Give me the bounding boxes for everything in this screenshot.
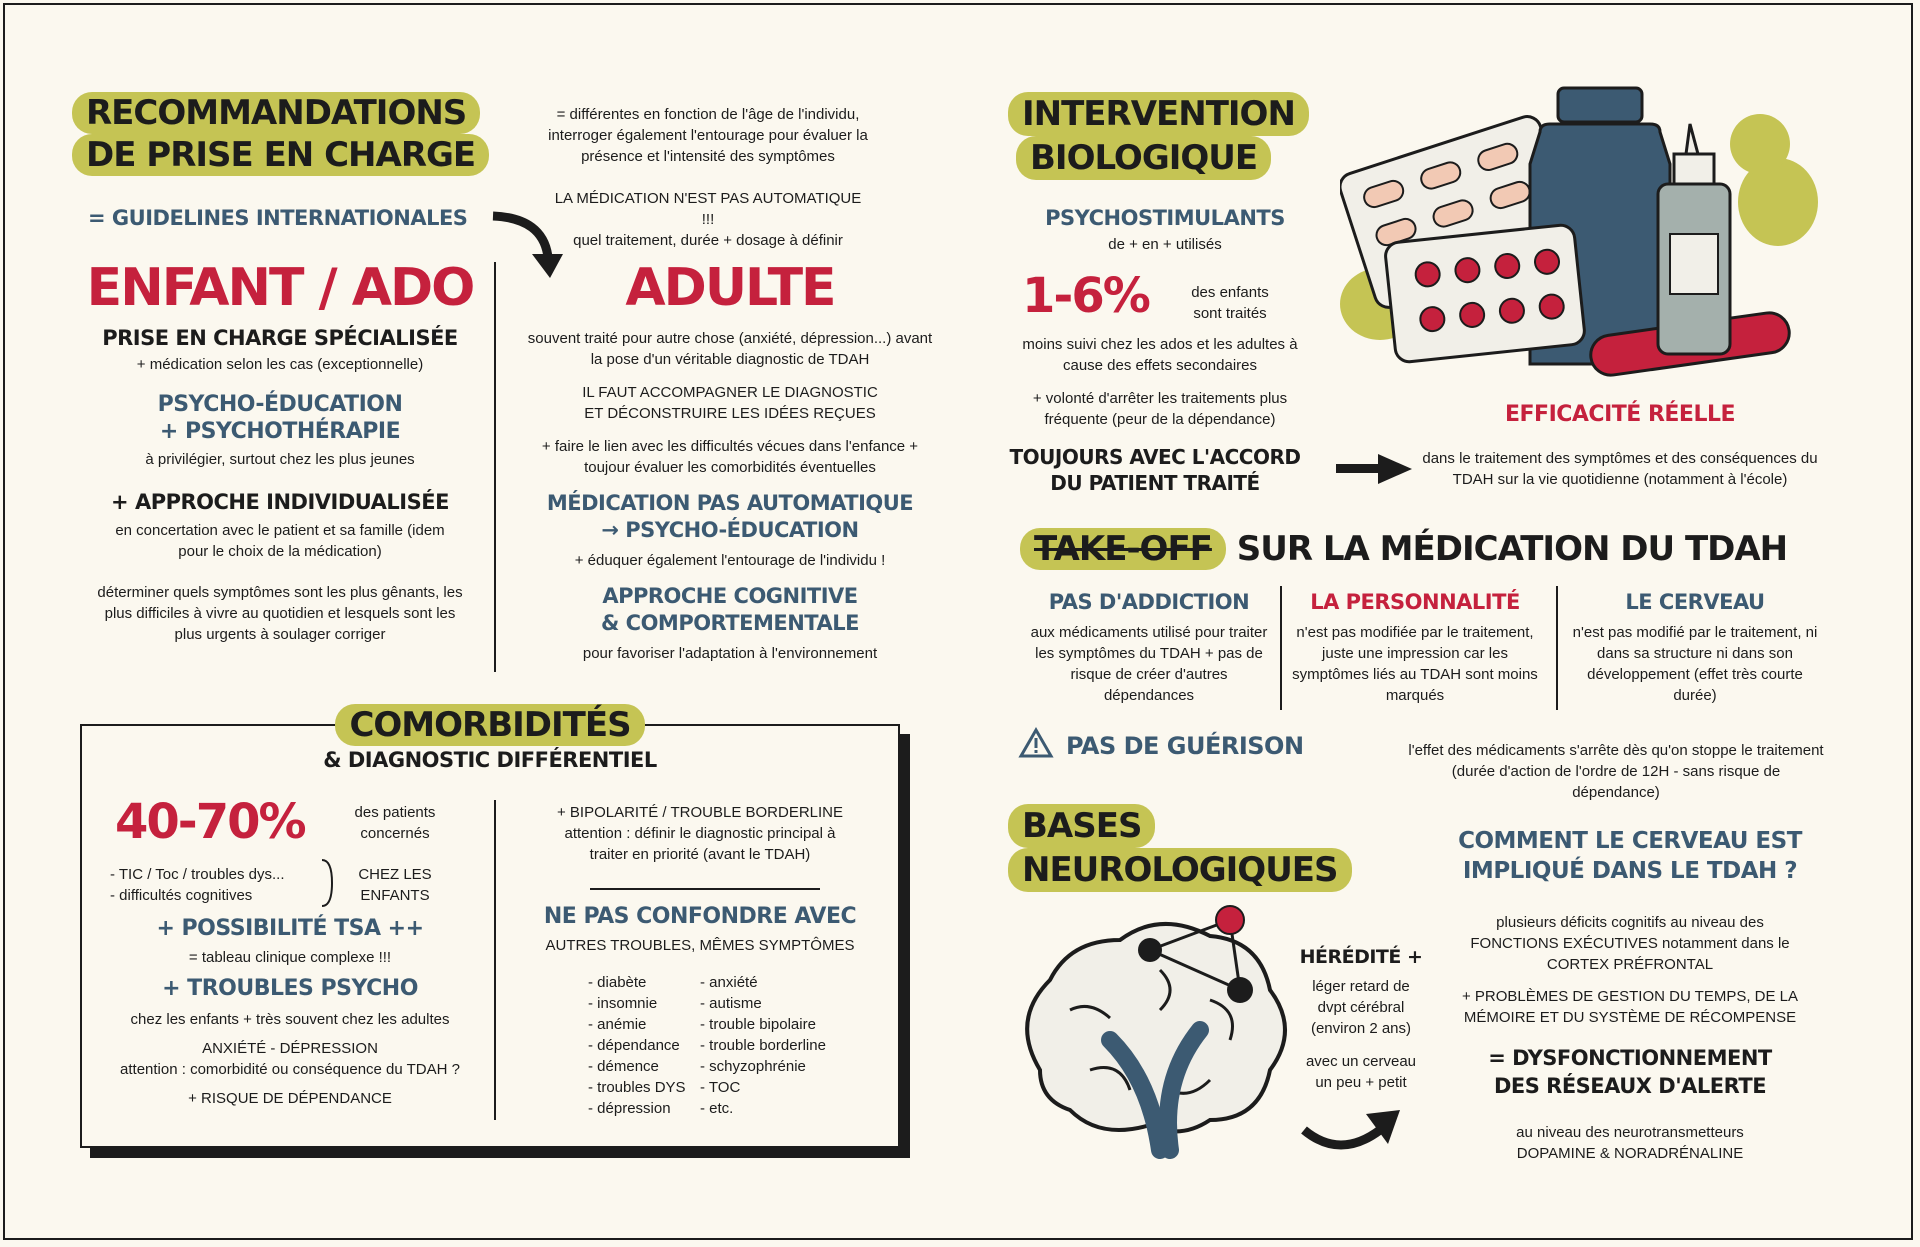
- list-item: - troubles DYS: [588, 1077, 698, 1098]
- reco-title: [72, 92, 489, 176]
- takeoff-col3: [1570, 590, 1820, 706]
- bio-pct: 1-6%: [1022, 268, 1149, 324]
- list-item: - schyzophrénie: [700, 1056, 860, 1077]
- comorb-pct-note: des patients concernés: [354, 804, 436, 842]
- list-item: - insomnie: [588, 993, 698, 1014]
- bio-efficacite: EFFICACITÉ RÉELLE: [1504, 402, 1736, 427]
- reco-note-medication: [548, 188, 868, 251]
- green-blob-top: [1730, 114, 1790, 174]
- takeoff-title-b: SUR LA MÉDICATION DU TDAH: [1236, 529, 1788, 569]
- reco-note-medication-text: quel traitement, durée + dosage à définir: [573, 232, 843, 249]
- bio-accord-line1: TOUJOURS AVEC L'ACCORD: [1009, 445, 1301, 469]
- list-item: - trouble borderline: [700, 1035, 860, 1056]
- comorb-list1-b: - difficultés cognitives: [110, 887, 253, 904]
- list-item: - TOC: [700, 1077, 860, 1098]
- list-item: - anxiété: [700, 972, 860, 993]
- arrow-right-icon: [1334, 452, 1414, 486]
- list-item: - autisme: [700, 993, 860, 1014]
- adulte-h2-line1: APPROCHE COGNITIVE: [602, 584, 858, 608]
- comorb-kids: CHEZ LES ENFANTS: [358, 866, 432, 904]
- confondre-list-b: [700, 972, 860, 1119]
- heredite-title: HÉRÉDITÉ +: [1299, 946, 1423, 968]
- neuro-title-line2: NEUROLOGIQUES: [1008, 848, 1352, 892]
- medication-illustration: [1340, 84, 1820, 384]
- comorb-r1: + BIPOLARITÉ / TROUBLE BORDERLINE: [556, 804, 844, 821]
- enfant-t1: + médication selon les cas (exceptionnelle): [136, 356, 424, 373]
- reco-note-age: = différentes en fonction de l'âge de l'individu, interroger également l'entourage pour évaluer la présence et l'intensité des symptômes: [548, 106, 868, 165]
- adulte-h1: [510, 490, 950, 544]
- confondre-subtitle: AUTRES TROUBLES, MÊMES SYMPTÔMES: [545, 937, 855, 954]
- takeoff-divider-1: [1280, 586, 1282, 710]
- bio-accord: [990, 444, 1320, 496]
- comorb-h1: + POSSIBILITÉ TSA ++: [156, 916, 424, 941]
- comorb-title: COMORBIDITÉS: [335, 704, 644, 746]
- adulte-h1-line1: MÉDICATION PAS AUTOMATIQUE: [546, 491, 914, 515]
- reco-title-line1: RECOMMANDATIONS: [72, 92, 480, 134]
- adulte-t5: pour favoriser l'adaptation à l'environnement: [582, 645, 878, 662]
- comorb-left-lower: [100, 916, 480, 1109]
- bio-title: [1008, 92, 1309, 180]
- bio-accord-line2: DU PATIENT TRAITÉ: [1050, 471, 1260, 495]
- takeoff-col2: [1290, 590, 1540, 706]
- neuro-dysfonction-line2: DES RÉSEAUX D'ALERTE: [1493, 1074, 1767, 1098]
- enfant-t3: en concertation avec le patient et sa famille (idem pour le choix de la médication): [115, 522, 445, 560]
- enfant-t2: à privilégier, surtout chez les plus jeunes: [145, 451, 415, 468]
- neuro-title-line1: BASES: [1008, 804, 1155, 848]
- comorb-t2: chez les enfants + très souvent chez les adultes: [130, 1011, 450, 1028]
- takeoff-c3-title: LE CERVEAU: [1625, 590, 1765, 614]
- list-item: - trouble bipolaire: [700, 1014, 860, 1035]
- guidelines-label: = GUIDELINES INTERNATIONALES: [88, 206, 468, 230]
- adulte-h2-line2: & COMPORTEMENTALE: [601, 611, 859, 635]
- enfant-title: ENFANT / ADO: [86, 258, 474, 318]
- adulte-t2: IL FAUT ACCOMPAGNER LE DIAGNOSTIC ET DÉCONSTRUIRE LES IDÉES REÇUES: [582, 384, 878, 422]
- takeoff-c1-title: PAS D'ADDICTION: [1048, 590, 1250, 614]
- neuro-dysfonction-line1: = DYSFONCTIONNEMENT: [1488, 1046, 1772, 1070]
- list-item: - dépression: [588, 1098, 698, 1119]
- comorb-t5: + RISQUE DE DÉPENDANCE: [188, 1090, 392, 1107]
- list-item: - dépendance: [588, 1035, 698, 1056]
- bio-psychostim: [1000, 206, 1330, 255]
- warning-icon: [1018, 727, 1054, 759]
- takeoff-c2-text: n'est pas modifiée par le traitement, juste une impression car les symptômes liés au TDAH sont moins marqués: [1292, 624, 1538, 704]
- enfant-h2-line1: PSYCHO-ÉDUCATION: [157, 392, 403, 417]
- bio-title-line1: INTERVENTION: [1008, 92, 1309, 136]
- bio-efficacite-text: dans le traitement des symptômes et des conséquences du TDAH sur la vie quotidienne (notamment à l'école): [1422, 450, 1818, 488]
- bio-h1: PSYCHOSTIMULANTS: [1045, 206, 1285, 230]
- bio-t1: de + en + utilisés: [1108, 236, 1222, 253]
- takeoff-c2-title: LA PERSONNALITÉ: [1310, 590, 1520, 614]
- comorb-h2: + TROUBLES PSYCHO: [162, 976, 418, 1001]
- brain-illustration: [1010, 900, 1300, 1160]
- list-item: - démence: [588, 1056, 698, 1077]
- takeoff-warning: PAS DE GUÉRISON: [1066, 732, 1304, 760]
- bio-pct-note: des enfants sont traités: [1191, 284, 1269, 322]
- divider-vertical: [494, 262, 496, 672]
- enfant-column: [70, 258, 490, 645]
- heredite-t1: léger retard de dvpt cérébral (environ 2 ans): [1310, 978, 1412, 1037]
- confondre-block: [520, 904, 880, 956]
- adulte-h2: [510, 583, 950, 637]
- comorb-t3: ANXIÉTÉ - DÉPRESSION: [202, 1040, 378, 1057]
- adulte-title: ADULTE: [625, 258, 835, 318]
- enfant-t4: déterminer quels symptômes sont les plus gênants, les plus difficiles à vivre au quotidien et lesquels sont les plus urgents à soulager corriger: [97, 584, 463, 643]
- takeoff-warning-text: l'effet des médicaments s'arrête dès qu'on stoppe le traitement (durée d'action de l'ordre de 12H - sans risque de dépendance): [1408, 742, 1824, 801]
- reco-title-line2: DE PRISE EN CHARGE: [72, 134, 489, 176]
- comorb-r2: attention : définir le diagnostic principal à traiter en priorité (avant le TDAH): [564, 825, 836, 863]
- neuro-t2: + PROBLÈMES DE GESTION DU TEMPS, DE LA MÉMOIRE ET DU SYSTÈME DE RÉCOMPENSE: [1461, 988, 1799, 1026]
- list-item: - anémie: [588, 1014, 698, 1035]
- confondre-title: NE PAS CONFONDRE AVEC: [543, 904, 857, 929]
- list-item: - diabète: [588, 972, 698, 993]
- curved-arrow-up-icon: [1300, 1090, 1410, 1160]
- comorb-pct: 40-70%: [115, 794, 305, 850]
- bio-title-line2: BIOLOGIQUE: [1016, 136, 1271, 180]
- adulte-t1: souvent traité pour autre chose (anxiété, dépression...) avant la pose d'un véritable diagnostic de TDAH: [527, 330, 933, 368]
- bio-t2: moins suivi chez les ados et les adultes à cause des effets secondaires: [1022, 336, 1298, 374]
- takeoff-divider-2: [1556, 586, 1558, 710]
- list-item: - etc.: [700, 1098, 860, 1119]
- takeoff-title: [1020, 528, 1787, 570]
- enfant-h1: PRISE EN CHARGE SPÉCIALISÉE: [102, 326, 458, 350]
- heredite-block: [1296, 946, 1426, 1093]
- neuro-t3: au niveau des neurotransmetteurs DOPAMINE & NORADRÉNALINE: [1516, 1124, 1744, 1162]
- adulte-column: [510, 258, 950, 664]
- adulte-t4: + éduquer également l'entourage de l'individu !: [574, 552, 886, 569]
- enfant-h2: [70, 391, 490, 445]
- comorb-hr: [590, 888, 820, 890]
- comorb-t1: = tableau clinique complexe !!!: [188, 949, 392, 966]
- comorb-header: [280, 704, 700, 772]
- neuro-title: [1008, 804, 1352, 892]
- confondre-list-a: [588, 972, 698, 1119]
- heredite-t2: avec un cerveau un peu + petit: [1305, 1053, 1417, 1091]
- neuro-dysfonction: [1440, 1044, 1820, 1100]
- takeoff-title-a: TAKE-OFF: [1020, 528, 1226, 570]
- comorb-divider: [494, 800, 496, 1120]
- reco-note-medication-title: LA MÉDICATION N'EST PAS AUTOMATIQUE !!!: [554, 190, 862, 228]
- takeoff-col1: [1024, 590, 1274, 706]
- red-pills-blister-icon: [1384, 224, 1586, 363]
- comorb-subtitle: & DIAGNOSTIC DIFFÉRENTIEL: [323, 748, 657, 772]
- adulte-t3: + faire le lien avec les difficultés vécues dans l'enfance + toujour évaluer les comorbidités éventuelles: [541, 438, 919, 476]
- bracket-icon: [318, 858, 338, 908]
- takeoff-c1-text: aux médicaments utilisé pour traiter les symptômes du TDAH + pas de risque de créer d'autres dépendances: [1030, 624, 1268, 704]
- neuro-question: COMMENT LE CERVEAU EST IMPLIQUÉ DANS LE TDAH ?: [1458, 828, 1802, 884]
- comorb-right: [520, 802, 880, 865]
- comorb-t4: attention : comorbidité ou conséquence du TDAH ?: [120, 1061, 460, 1078]
- neuro-t1: plusieurs déficits cognitifs au niveau des FONCTIONS EXÉCUTIVES notamment dans le CORTEX PRÉFRONTAL: [1470, 914, 1790, 973]
- takeoff-c3-text: n'est pas modifié par le traitement, ni dans sa structure ni dans son développement (effet très courte durée): [1572, 624, 1818, 704]
- enfant-h2-line2: + PSYCHOTHÉRAPIE: [159, 419, 401, 444]
- comorb-list1: [110, 864, 310, 906]
- adulte-h1-line2: → PSYCHO-ÉDUCATION: [601, 518, 859, 542]
- comorb-list1-a: - TIC / Toc / troubles dys...: [110, 866, 285, 883]
- enfant-h3: + APPROCHE INDIVIDUALISÉE: [111, 490, 449, 514]
- bio-t3: + volonté d'arrêter les traitements plus fréquente (peur de la dépendance): [1032, 390, 1288, 428]
